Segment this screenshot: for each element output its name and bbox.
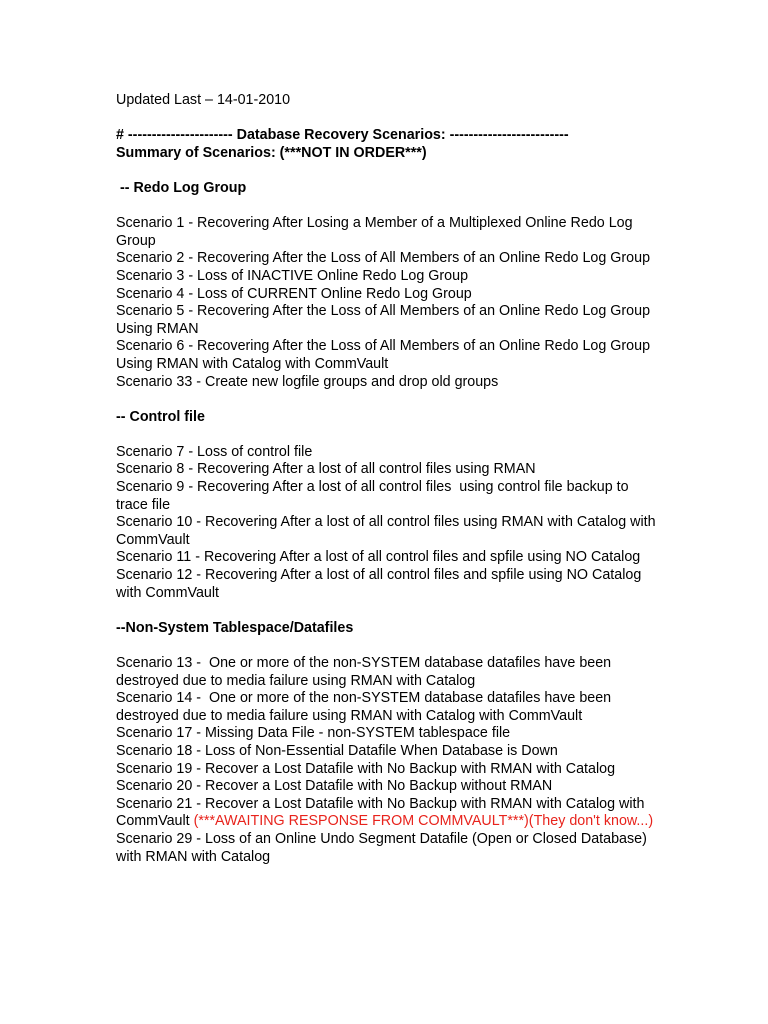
document-page [116, 92, 661, 866]
scenario-item: Scenario 10 - Recovering After a lost of all control files using RMAN with Catalog with CommVault [116, 514, 660, 548]
updated-date: Updated Last – 14-01-2010 [116, 92, 291, 108]
scenario-21-text: Scenario 21 - Recover a Lost Datafile with No Backup with RMAN with Catalog with CommVault [116, 795, 649, 830]
scenario-item: Scenario 17 - Missing Data File - non-SYSTEM tablespace file [116, 725, 511, 742]
spacer [116, 637, 661, 655]
scenario-item: Scenario 1 - Recovering After Losing a Member of a Multiplexed Online Redo Log Group [116, 215, 637, 249]
scenario-item: Scenario 33 - Create new logfile groups and drop old groups [116, 373, 499, 390]
section-title-redo-log: -- Redo Log Group [116, 179, 247, 196]
scenarios-summary-heading: Summary of Scenarios: (***NOT IN ORDER***) [116, 144, 427, 161]
scenario-item-29: Scenario 29 - Loss of an Online Undo Segment Datafile (Open or Closed Database) with RMAN with Catalog [116, 830, 651, 865]
scenario-item: Scenario 6 - Recovering After the Loss of All Members of an Online Redo Log Group Using RMAN with Catalog with CommVault [116, 338, 655, 372]
scenario-item: Scenario 5 - Recovering After the Loss of All Members of an Online Redo Log Group Using RMAN [116, 303, 655, 337]
spacer [116, 162, 661, 180]
non-system-scenario-list [116, 655, 661, 866]
scenario-item: Scenario 11 - Recovering After a lost of all control files and spfile using NO Catalog [116, 549, 641, 566]
scenario-item: Scenario 4 - Loss of CURRENT Online Redo Log Group [116, 285, 472, 302]
spacer [116, 602, 661, 620]
spacer [116, 391, 661, 409]
scenario-item: Scenario 18 - Loss of Non-Essential Datafile When Database is Down [116, 742, 558, 759]
spacer [116, 198, 661, 216]
spacer [116, 426, 661, 444]
scenario-item: Scenario 19 - Recover a Lost Datafile with No Backup with RMAN with Catalog [116, 760, 616, 777]
scenario-item: Scenario 9 - Recovering After a lost of all control files using control file backup to trace file [116, 479, 633, 513]
spacer [116, 110, 661, 128]
scenario-item: Scenario 7 - Loss of control file [116, 443, 313, 460]
scenario-item: Scenario 12 - Recovering After a lost of all control files and spfile using NO Catalog with CommVault [116, 567, 646, 601]
scenario-item: Scenario 8 - Recovering After a lost of all control files using RMAN [116, 461, 536, 478]
awaiting-response-note: (***AWAITING RESPONSE FROM COMMVAULT***)(They don't know...) [193, 813, 654, 830]
scenario-item: Scenario 14 - One or more of the non-SYSTEM database datafiles have been destroyed due to media failure using RMAN with Catalog with CommVault [116, 690, 616, 724]
scenario-item: Scenario 2 - Recovering After the Loss of All Members of an Online Redo Log Group [116, 250, 651, 267]
scenario-item: Scenario 13 - One or more of the non-SYSTEM database datafiles have been destroyed due to media failure using RMAN with Catalog [116, 655, 616, 689]
section-title-control-file: -- Control file [116, 408, 205, 425]
section-title-non-system-tablespace: --Non-System Tablespace/Datafiles [116, 619, 354, 636]
scenario-item: Scenario 3 - Loss of INACTIVE Online Redo Log Group [116, 267, 469, 284]
redo-log-scenario-list [116, 215, 661, 391]
document-heading: # ---------------------- Database Recovery Scenarios: ------------------------- [116, 127, 569, 144]
control-file-scenario-list [116, 444, 661, 602]
scenario-item: Scenario 20 - Recover a Lost Datafile with No Backup without RMAN [116, 778, 553, 795]
scenario-item-21 [116, 796, 661, 831]
